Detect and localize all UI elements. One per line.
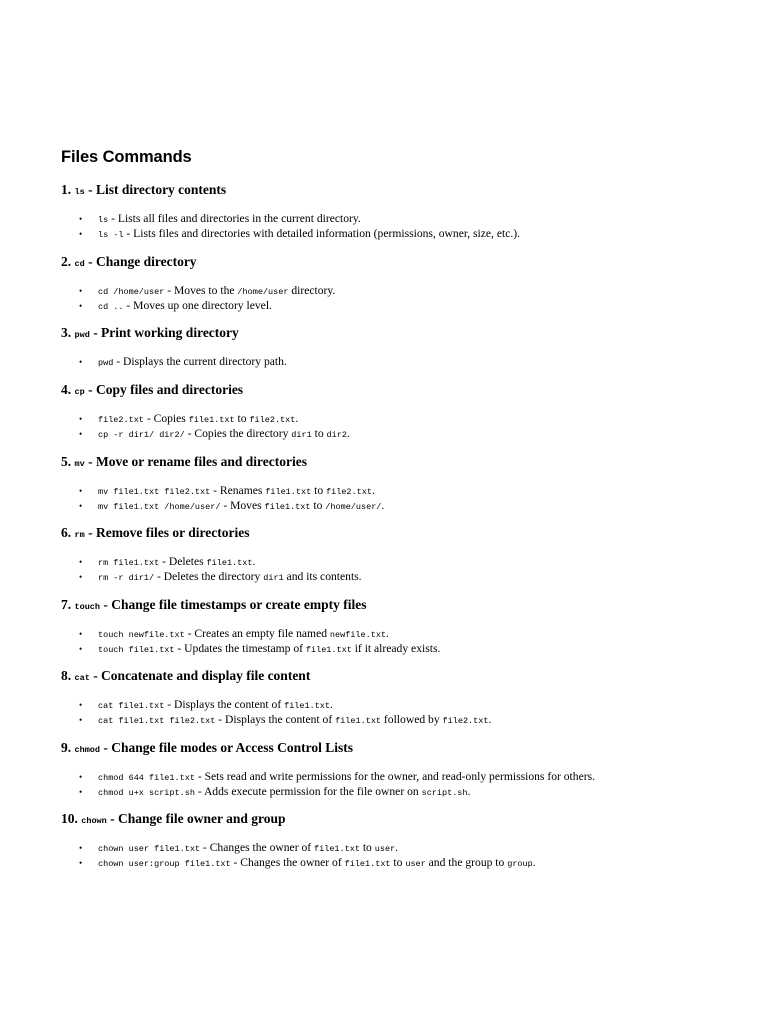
section-description: - Concatenate and display file content [89,668,311,683]
bullet-list [61,698,491,729]
bullet-icon: • [79,286,83,296]
section-heading [61,253,335,273]
list-item [61,555,362,570]
code-snippet: file1.txt [314,844,360,854]
code-snippet: /home/user/ [325,502,382,513]
section-heading [61,181,520,201]
bullet-icon: • [79,357,83,367]
item-text: - Moves [220,499,265,513]
section-number: 2. [61,254,72,269]
section-heading [61,739,595,759]
section-command: touch [74,602,101,612]
section-heading [61,524,362,544]
bullet-icon: • [79,644,83,655]
section-description: - Change file modes or Access Control Lists [100,740,354,755]
bullet-icon: • [79,843,83,853]
item-text: - Displays the content of [164,698,285,711]
code-snippet: user [405,859,426,870]
item-text: to [390,856,406,870]
code-snippet: script.sh [421,788,468,799]
code-snippet: user [374,844,396,854]
section-number: 6. [61,525,72,540]
bullet-list [61,484,384,515]
item-text: to [311,484,327,497]
section-heading [61,381,350,401]
bullet-icon: • [79,557,83,567]
list-item [61,642,440,657]
item-text: to [359,841,375,854]
section-description: - Move or rename files and directories [84,454,308,469]
section-heading [61,324,287,344]
section-heading [61,667,491,687]
bullet-icon: • [79,501,83,512]
item-text: . [381,499,385,513]
bullet-icon: • [79,486,83,496]
bullet-list [61,284,335,315]
bullet-icon: • [79,629,83,639]
section-description: - Copy files and directories [84,382,244,397]
item-text: - Deletes [159,555,207,568]
command-section [61,739,595,801]
item-text: . [386,627,389,640]
section-heading [61,596,440,616]
list-item [61,841,536,856]
code-snippet: cd /home/user [98,287,165,297]
section-command: ls [74,187,85,197]
item-text: - Sets read and write permissions for the owner, and read-only permissions for others. [194,770,595,783]
code-snippet: dir1 [263,573,284,584]
item-text: - Copies [143,412,189,425]
code-snippet: cp -r dir1/ dir2/ [98,430,185,441]
section-command: chown [81,816,107,826]
bullet-list [61,355,287,370]
command-section [61,810,536,872]
item-text: . [532,856,536,870]
section-number: 3. [61,325,72,340]
section-number: 9. [61,740,72,755]
section-number: 7. [61,597,72,612]
item-text: - Deletes the directory [154,570,264,584]
bullet-icon: • [79,858,83,869]
list-item [61,627,440,642]
list-item [61,770,595,785]
code-snippet: ls -l [98,230,124,241]
item-text: - Adds execute permission for the file owner on [194,785,422,799]
bullet-icon: • [79,429,83,440]
item-text: - Changes the owner of [200,841,315,854]
item-text: followed by [381,713,443,727]
list-item [61,713,491,728]
section-description: - Print working directory [89,325,239,340]
bullet-list [61,212,520,243]
item-text: . [252,555,256,568]
code-snippet: ls [98,215,109,225]
item-text: - Creates an empty file named [184,627,330,640]
code-snippet: cat file1.txt [98,701,165,711]
code-snippet: mv file1.txt /home/user/ [98,502,221,513]
command-section [61,324,287,370]
code-snippet: pwd [98,358,114,368]
code-snippet: chmod u+x script.sh [98,788,195,799]
item-text: - Lists files and directories with detailed information (permissions, owner, size, etc.). [123,227,521,241]
item-text: . [346,427,350,441]
section-description: - Change file timestamps or create empty files [100,597,367,612]
list-item [61,698,491,713]
item-text: and its contents. [283,570,362,584]
list-item [61,499,384,514]
code-snippet: file1.txt [206,558,253,568]
item-text: . [395,841,399,854]
section-heading [61,810,536,830]
section-description: - Change file owner and group [106,811,286,826]
code-snippet: touch newfile.txt [98,630,185,640]
item-text: - Displays the current directory path. [113,355,287,368]
section-command: chmod [74,745,101,755]
code-snippet: chown user:group file1.txt [98,859,231,870]
list-item [61,785,595,800]
bullet-list [61,555,362,586]
item-text: - Displays the content of [215,713,336,727]
code-snippet: cat file1.txt file2.txt [98,716,216,727]
item-text: . [371,484,375,497]
list-item [61,284,335,299]
command-section [61,253,335,315]
section-description: - Remove files or directories [84,525,250,540]
code-snippet: touch file1.txt [98,645,175,656]
code-snippet: file1.txt [305,645,352,656]
code-snippet: mv file1.txt file2.txt [98,487,211,497]
list-item [61,484,384,499]
item-text: - Moves to the [164,284,238,297]
bullet-icon: • [79,772,83,782]
item-text: - Changes the owner of [230,856,345,870]
item-text: . [330,698,333,711]
code-snippet: chown user file1.txt [98,844,201,854]
item-text: - Lists all files and directories in the current directory. [108,212,361,225]
section-description: - Change directory [84,254,197,269]
section-number: 8. [61,668,72,683]
code-snippet: chmod 644 file1.txt [98,773,195,783]
section-description: - List directory contents [84,182,227,197]
page-title: Files Commands [61,148,192,166]
section-number: 4. [61,382,72,397]
command-section [61,453,384,515]
bullet-list [61,412,350,443]
section-number: 5. [61,454,72,469]
item-text: - Copies the directory [184,427,292,441]
code-snippet: file1.txt [344,859,391,870]
section-command: rm [74,530,85,540]
code-snippet: file2.txt [442,716,489,727]
section-command: cp [74,387,85,397]
bullet-icon: • [79,214,83,224]
list-item [61,227,520,242]
bullet-icon: • [79,414,83,424]
code-snippet: group [507,859,533,870]
bullet-icon: • [79,700,83,710]
section-command: cat [74,673,90,683]
command-section [61,667,491,729]
list-item [61,212,520,227]
bullet-icon: • [79,715,83,726]
bullet-list [61,627,440,658]
bullet-list [61,841,536,872]
code-snippet: newfile.txt [329,630,387,640]
item-text: to [311,427,327,441]
section-heading [61,453,384,473]
bullet-icon: • [79,229,83,240]
list-item [61,412,350,427]
item-text: - Updates the timestamp of [174,642,306,656]
command-section [61,381,350,443]
list-item [61,570,362,585]
code-snippet: file2.txt [98,415,144,425]
bullet-icon: • [79,787,83,798]
item-text: - Renames [210,484,266,497]
code-snippet: dir1 [291,430,312,441]
code-snippet: dir2 [326,430,347,441]
item-text: . [467,785,471,799]
item-text: to [234,412,250,425]
item-text: if it already exists. [351,642,441,656]
item-text: and the group to [425,856,508,870]
code-snippet: rm file1.txt [98,558,160,568]
item-text: directory. [288,284,336,297]
item-text: to [310,499,326,513]
command-section [61,524,362,586]
bullet-icon: • [79,301,83,312]
list-item [61,427,350,442]
code-snippet: cd .. [98,302,124,313]
section-command: pwd [74,330,90,340]
code-snippet: file2.txt [249,415,296,425]
list-item [61,355,287,370]
code-snippet: rm -r dir1/ [98,573,155,584]
list-item [61,299,335,314]
code-snippet: file1.txt [188,415,235,425]
code-snippet: file1.txt [335,716,382,727]
item-text: . [488,713,492,727]
command-section [61,596,440,658]
section-number: 1. [61,182,72,197]
bullet-list [61,770,595,801]
item-text: . [295,412,299,425]
code-snippet: file2.txt [326,487,372,497]
item-text: - Moves up one directory level. [123,299,272,313]
code-snippet: file1.txt [284,701,331,711]
code-snippet: file1.txt [265,487,312,497]
section-number: 10. [61,811,78,826]
section-command: mv [74,459,85,469]
bullet-icon: • [79,572,83,583]
code-snippet: /home/user [237,287,289,297]
section-command: cd [74,259,85,269]
code-snippet: file1.txt [264,502,311,513]
command-section [61,181,520,243]
list-item [61,856,536,871]
